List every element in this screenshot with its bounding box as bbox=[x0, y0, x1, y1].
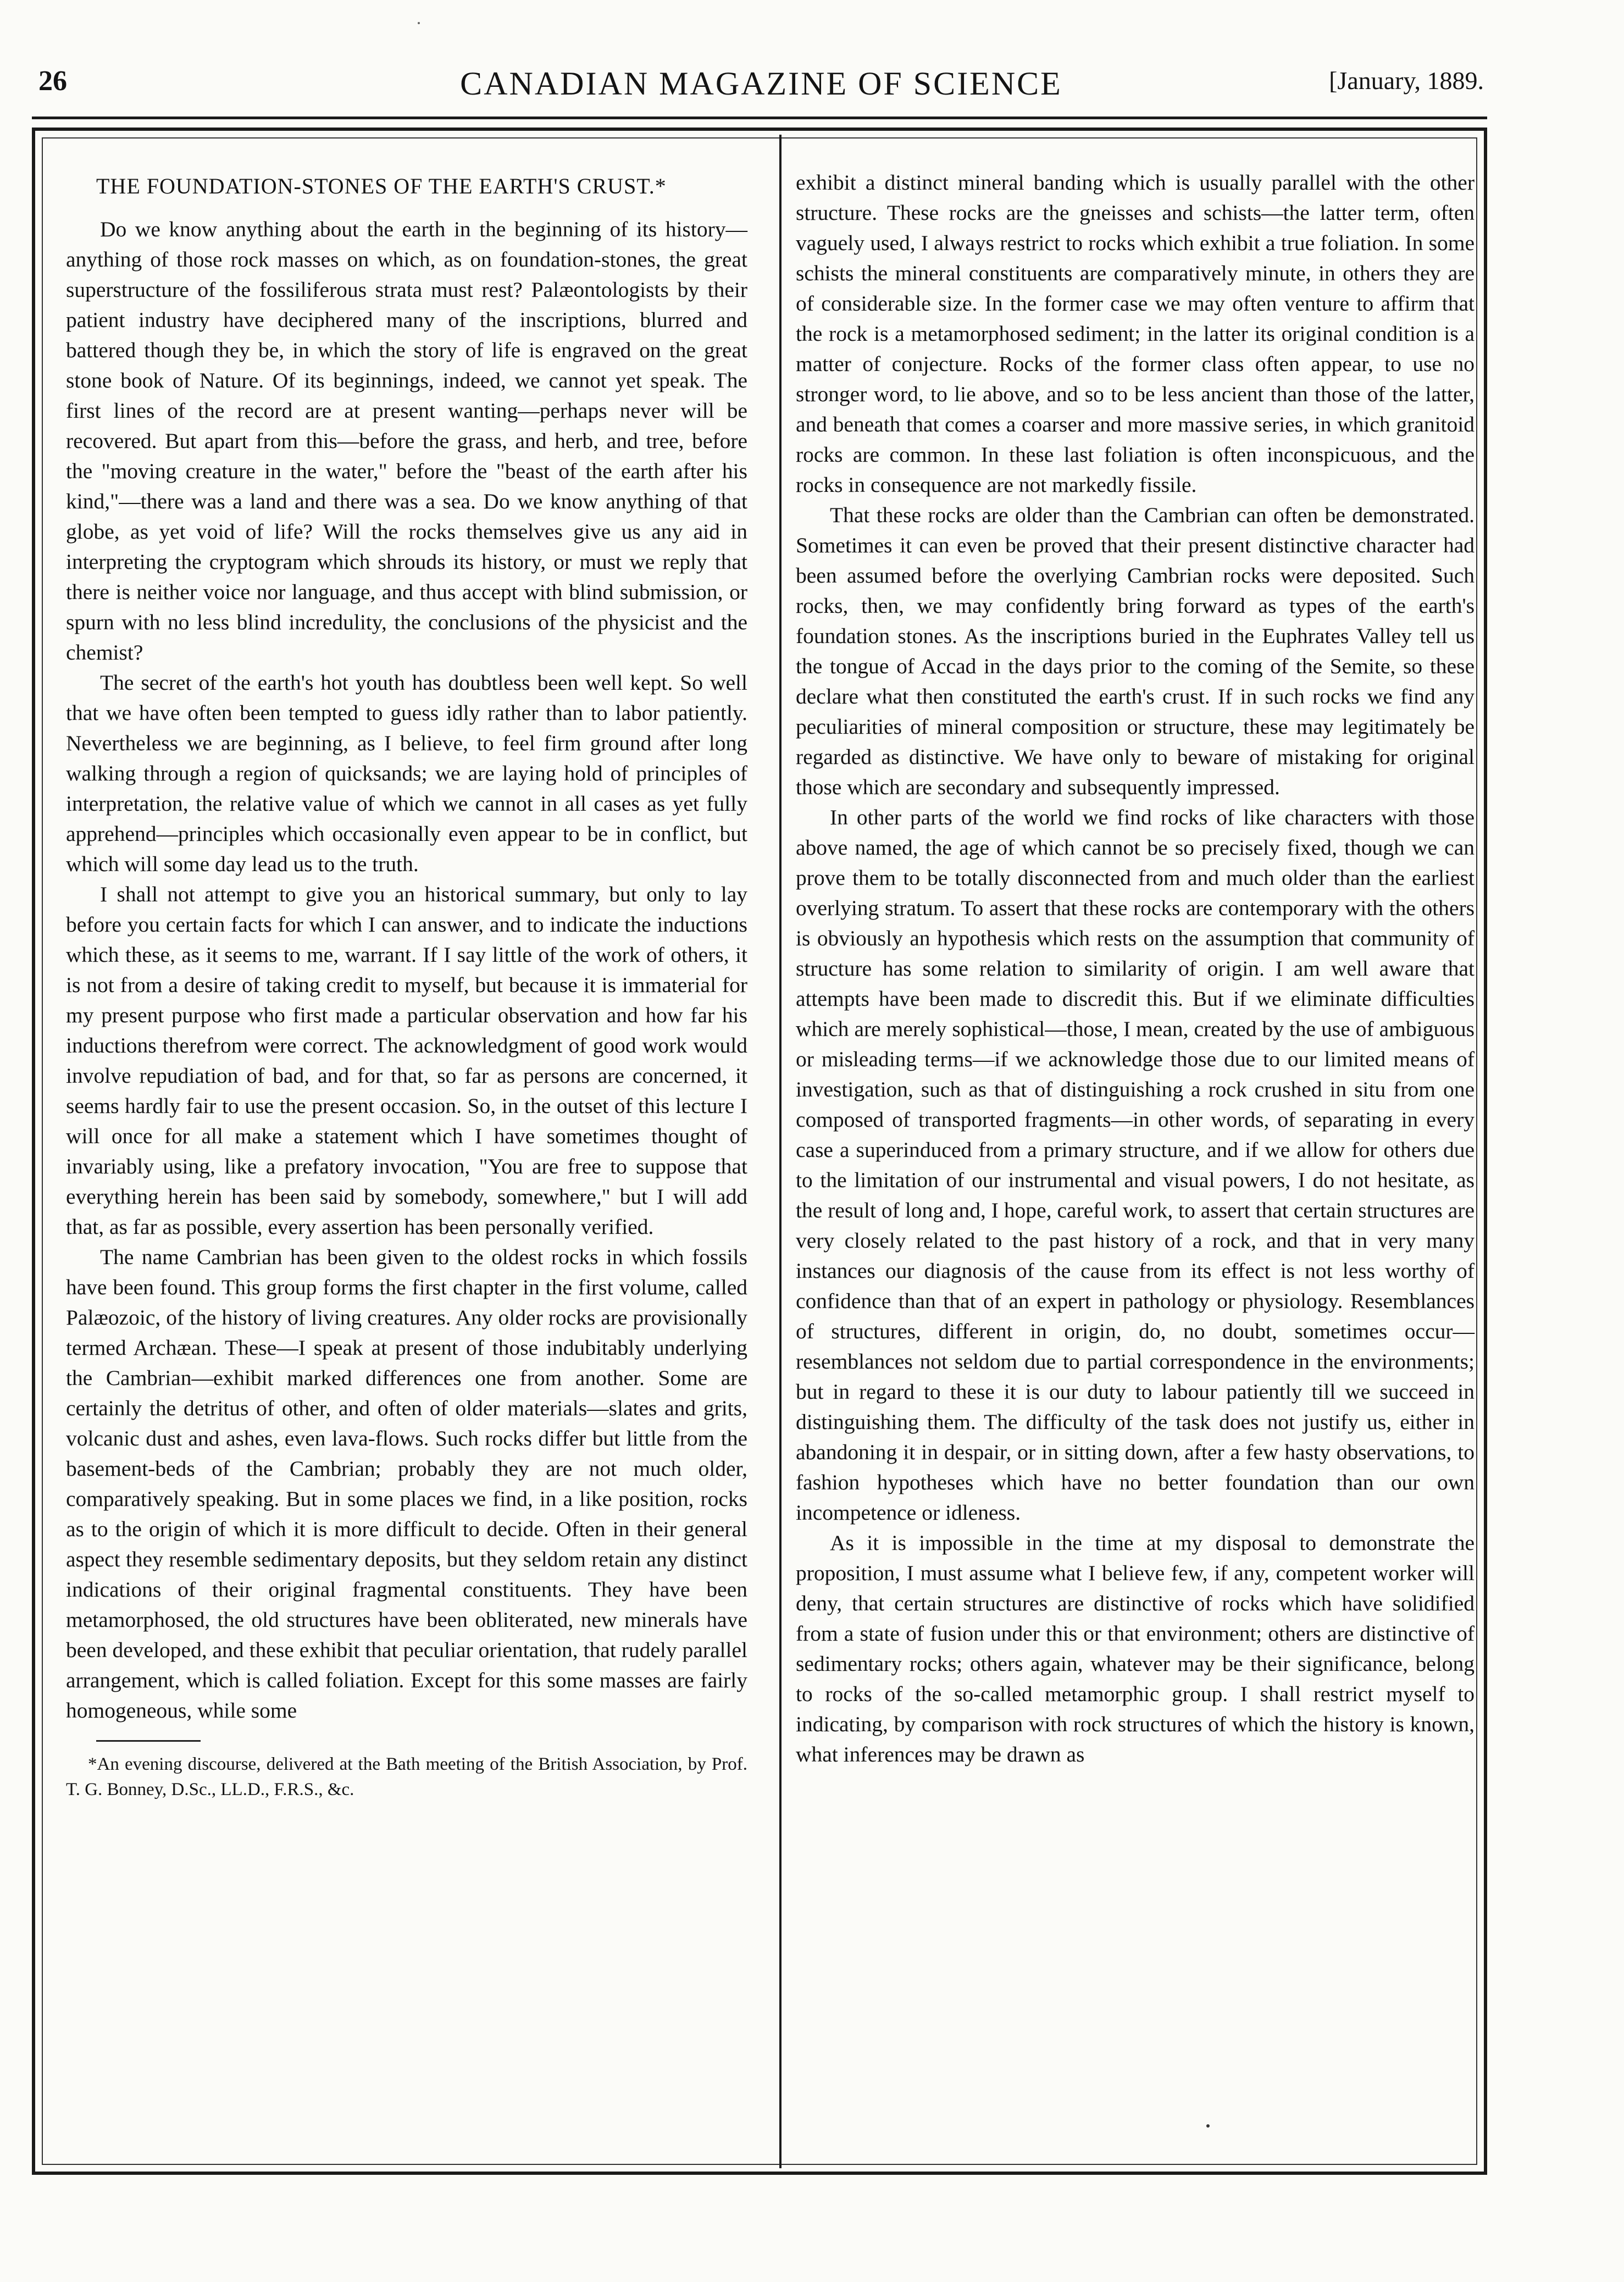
print-speck bbox=[1206, 2124, 1210, 2128]
print-speck bbox=[418, 22, 420, 24]
paragraph: That these rocks are older than the Cambrian can often be demonstrated. Sometimes it can even be proved that their present distinctive character had been assumed before the overlying Cambrian rocks were deposited. Such rocks, then, we may confidently bring forward as types of the earth's foundation stones. As the inscriptions buried in the Euphrates Valley tell us the tongue of Accad in the days prior to the coming of the Semite, so these declare what then constituted the earth's crust. If in such rocks we find any peculiarities of mineral composition or structure, these may legitimately be regarded as distinctive. We have only to beware of mistaking for original those which are secondary and subsequently impressed. bbox=[796, 503, 1475, 799]
paragraph: As it is impossible in the time at my disposal to demonstrate the proposition, I must assume what I believe few, if any, competent worker will deny, that certain structures are distinctive of rocks which have solidified from a state of fusion under this or that environment; others are distinctive of sedimentary rocks; others again, whatever may be their significance, belong to rocks of the so-called metamorphic group. I shall restrict myself to indicating, by comparison with rock structures of which the history is known, what inferences may be drawn as bbox=[796, 1531, 1475, 1766]
article-title: THE FOUNDATION-STONES OF THE EARTH'S CRUST.* bbox=[96, 174, 667, 198]
magazine-title: CANADIAN MAGAZINE OF SCIENCE bbox=[460, 65, 1062, 102]
paragraph: exhibit a distinct mineral banding which is usually parallel with the other structure. These rocks are the gneisses and schists—the latter term, often vaguely used, I always restrict to rocks which exhibit a true foliation. In some schists the mineral constituents are comparatively minute, in others they are of considerable size. In the former case we may often venture to affirm that the rock is a metamorphosed sediment; in the latter its original condition is a matter of conjecture. Rocks of the former class often appear, to use no stronger word, to lie above, and so to be less ancient than those of the latter, and beneath that comes a coarser and more massive series, in which granitoid rocks are common. In these last foliation is often inconspicuous, and the rocks in consequence are not markedly fissile. bbox=[796, 170, 1475, 497]
paragraph: Do we know anything about the earth in the beginning of its history—anything of those rock masses on which, as on foundation-stones, the great superstructure of the fossiliferous strata must rest? Palæontologists by their patient industry have deciphered many of the inscriptions, blurred and battered though they be, in which the story of life is engraved on the great stone book of Nature. Of its beginnings, indeed, we cannot yet speak. The first lines of the record are at present wanting—perhaps never will be recovered. But apart from this—before the grass, and herb, and tree, before the "moving creature in the water," before the "beast of the earth after his kind,"—there was a land and there was a sea. Do we know anything of that globe, as yet void of life? Will the rocks themselves give us any aid in interpreting the cryptogram which shrouds its history, or must we reply that there is neither voice nor language, and thus accept with blind submission, or spurn with no less blind incredulity, the conclusions of the physicist and the chemist? bbox=[66, 217, 747, 664]
footnote-rule bbox=[96, 1740, 201, 1742]
footnote: *An evening discourse, delivered at the Bath meeting of the British Association, by Prof. T. G. Bonney, D.Sc., LL.D., F.R.S., &c. bbox=[66, 1754, 747, 1799]
page-number: 26 bbox=[38, 65, 67, 97]
right-column bbox=[796, 168, 1475, 1770]
paragraph: The secret of the earth's hot youth has doubtless been well kept. So well that we have often been tempted to guess idly rather than to labor patiently. Nevertheless we are beginning, as I believe, to feel firm ground after long walking through a region of quicksands; we are laying hold of principles of interpretation, the relative value of which we cannot in all cases as yet fully apprehend—principles which occasionally even appear to be in conflict, but which will some day lead us to the truth. bbox=[66, 671, 747, 876]
paragraph: The name Cambrian has been given to the oldest rocks in which fossils have been found. This group forms the first chapter in the first volume, called Palæozoic, of the history of living creatures. Any older rocks are provisionally termed Archæan. These—I speak at present of those indubitably underlying the Cambrian—exhibit marked differences one from another. Some are certainly the detritus of other, and often of older materials—slates and grits, volcanic dust and ashes, even lava-flows. Such rocks differ but little from the basement-beds of the Cambrian; probably they are not much older, comparatively speaking. But in some places we find, in a like position, rocks as to the origin of which it is more difficult to decide. Often in their general aspect they resemble sedimentary deposits, but they seldom retain any distinct indications of their original fragmental constituents. They have been metamorphosed, the old structures have been obliterated, new minerals have been developed, and these exhibit that peculiar orientation, that rudely parallel arrangement, which is called foliation. Except for this some masses are fairly homogeneous, while some bbox=[66, 1245, 747, 1722]
page-header bbox=[38, 65, 1484, 114]
paragraph: I shall not attempt to give you an historical summary, but only to lay before you certain facts for which I can answer, and to indicate the inductions which these, as it seems to me, warrant. If I say little of the work of others, it is not from a desire of taking credit to myself, but because it is immaterial for my present purpose who first made a particular observation and how far his inductions therefrom were correct. The acknowledgment of good work would involve repudiation of bad, and for that, so far as persons are concerned, it seems hardly fair to use the present occasion. So, in the outset of this lecture I will once for all make a statement which I have sometimes thought of invariably using, like a prefatory invocation, "You are free to suppose that everything herein has been said by somebody, somewhere," but I will add that, as far as possible, every assertion has been personally verified. bbox=[66, 882, 747, 1239]
column-divider bbox=[779, 135, 781, 2168]
header-rule bbox=[32, 117, 1487, 119]
paragraph: In other parts of the world we find rocks of like characters with those above named, the age of which cannot be so precisely fixed, though we can prove them to be totally disconnected from and much older than the earliest overlying stratum. To assert that these rocks are contemporary with the others is obviously an hypothesis which rests on the assumption that community of structure has some relation to similarity of origin. I am well aware that attempts have been made to discredit this. But if we eliminate difficulties which are merely sophistical—those, I mean, created by the use of ambiguous or misleading terms—if we acknowledge those due to our limited means of investigation, such as that of distinguishing a rock crushed in situ from one composed of transported fragments—in other words, of separating in every case a superinduced from a primary structure, and if we allow for others due to the limitation of our instrumental and visual powers, I do not hesitate, as the result of long and, I hope, careful work, to assert that certain structures are very closely related to the past history of a rock, and that in very many instances our diagnosis of the cause from its effect is not less worthy of confidence than that of an expert in pathology or physiology. Resemblances of structures, different in origin, do, no doubt, sometimes occur—resemblances not seldom due to partial correspondence in the environments; but in regard to these it is our duty to labour patiently till we succeed in distinguishing them. The difficulty of the task does not justify us, either in abandoning it in despair, or in sitting down, after a few hasty observations, to fashion hypotheses which have no better foundation than our own incompetence or idleness. bbox=[796, 805, 1475, 1525]
left-column bbox=[66, 168, 747, 1802]
issue-date: [January, 1889. bbox=[1329, 67, 1484, 95]
